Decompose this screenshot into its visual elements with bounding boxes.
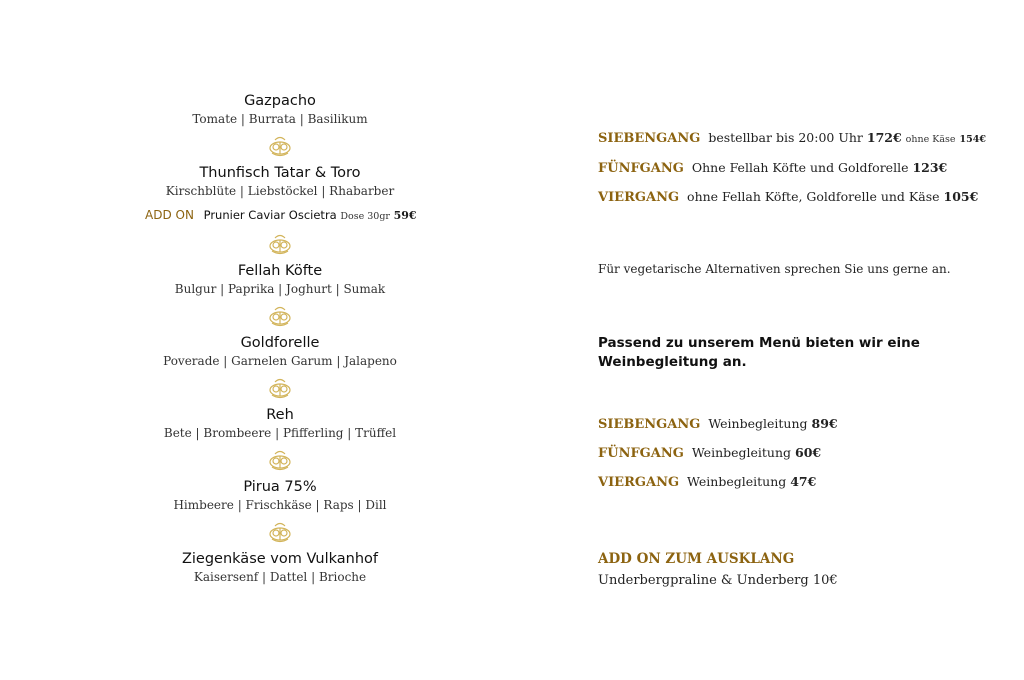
ornament-icon xyxy=(267,304,293,328)
addon-label: ADD ON xyxy=(145,208,194,222)
wine-option-siebengang xyxy=(598,414,998,435)
ornament-icon xyxy=(267,520,293,544)
menu-text: ohne Fellah Köfte, Goldforelle und Käse xyxy=(687,189,940,204)
caviar-addon xyxy=(145,207,430,225)
wine-title: VIERGANG xyxy=(598,475,680,490)
menu-price: 123€ xyxy=(912,160,948,175)
wine-pairing-list xyxy=(598,414,998,493)
menu-text: Ohne Fellah Köfte und Goldforelle xyxy=(691,160,909,175)
course-description: Kaisersenf | Dattel | Brioche xyxy=(193,570,367,584)
pricing-column xyxy=(598,128,998,588)
menu-price: 172€ xyxy=(866,130,902,145)
addon-price: 59€ xyxy=(393,209,417,222)
course-description: Bete | Brombeere | Pfifferling | Trüffel xyxy=(163,426,397,440)
course-pirua xyxy=(130,478,430,513)
wine-price: 47€ xyxy=(790,474,817,489)
course-list xyxy=(130,92,430,585)
wine-price: 89€ xyxy=(811,416,838,431)
menu-extra-price: 154€ xyxy=(959,134,986,145)
vegetarian-note: Für vegetarische Alternativen sprechen Sie uns gerne an. xyxy=(598,262,951,276)
course-description: Tomate | Burrata | Basilikum xyxy=(192,112,368,126)
menu-option-siebengang xyxy=(598,128,998,150)
course-description: Poverade | Garnelen Garum | Jalapeno xyxy=(163,354,397,368)
wine-title: FÜNFGANG xyxy=(598,446,684,461)
ornament-icon xyxy=(267,134,293,158)
course-name: Fellah Köfte xyxy=(237,263,323,279)
wine-text: Weinbegleitung xyxy=(708,416,808,431)
ausklang-item xyxy=(598,573,998,588)
menu-title: VIERGANG xyxy=(598,190,680,205)
ornament-icon xyxy=(267,448,293,472)
menu-text: bestellbar bis 20:00 Uhr xyxy=(708,130,863,145)
wine-text: Weinbegleitung xyxy=(687,474,787,489)
ornament-icon xyxy=(267,232,293,256)
course-name: Reh xyxy=(266,407,294,423)
ausklang-price: 10€ xyxy=(812,573,838,588)
menu-price: 105€ xyxy=(943,189,979,204)
wine-option-viergang xyxy=(598,472,998,493)
course-description: Himbeere | Frischkäse | Raps | Dill xyxy=(173,498,387,512)
course-name: Gazpacho xyxy=(244,93,316,109)
menu-extra: ohne Käse xyxy=(905,134,956,145)
course-ziegenkaese xyxy=(130,550,430,585)
menu-option-viergang xyxy=(598,187,998,208)
addon-item: Prunier Caviar Oscietra xyxy=(203,208,337,222)
ausklang-item-name: Underbergpraline & Underberg xyxy=(598,573,809,588)
course-name: Pirua 75% xyxy=(243,479,317,495)
menu-title: FÜNFGANG xyxy=(598,161,684,176)
ausklang-title: ADD ON ZUM AUSKLANG xyxy=(598,551,795,567)
course-description: Kirschblüte | Liebstöckel | Rhabarber xyxy=(165,184,395,198)
ausklang-section xyxy=(598,551,998,588)
wine-option-fuenfgang xyxy=(598,443,998,464)
course-name: Goldforelle xyxy=(240,335,320,351)
course-name: Thunfisch Tatar & Toro xyxy=(199,165,361,181)
course-description: Bulgur | Paprika | Joghurt | Sumak xyxy=(174,282,386,296)
menu-title: SIEBENGANG xyxy=(598,131,701,146)
menu-option-fuenfgang xyxy=(598,158,998,179)
wine-price: 60€ xyxy=(795,445,822,460)
wine-pairing-intro: Passend zu unserem Menü bieten wir eine Weinbegleitung an. xyxy=(598,335,920,370)
course-fellah-koefte xyxy=(130,262,430,297)
wine-text: Weinbegleitung xyxy=(691,445,792,460)
wine-title: SIEBENGANG xyxy=(598,417,701,432)
addon-size: Dose 30gr xyxy=(340,211,390,222)
course-gazpacho xyxy=(130,92,430,127)
course-thunfisch xyxy=(130,164,430,199)
course-reh xyxy=(130,406,430,441)
ornament-icon xyxy=(267,376,293,400)
course-goldforelle xyxy=(130,334,430,369)
course-name: Ziegenkäse vom Vulkanhof xyxy=(181,551,379,567)
